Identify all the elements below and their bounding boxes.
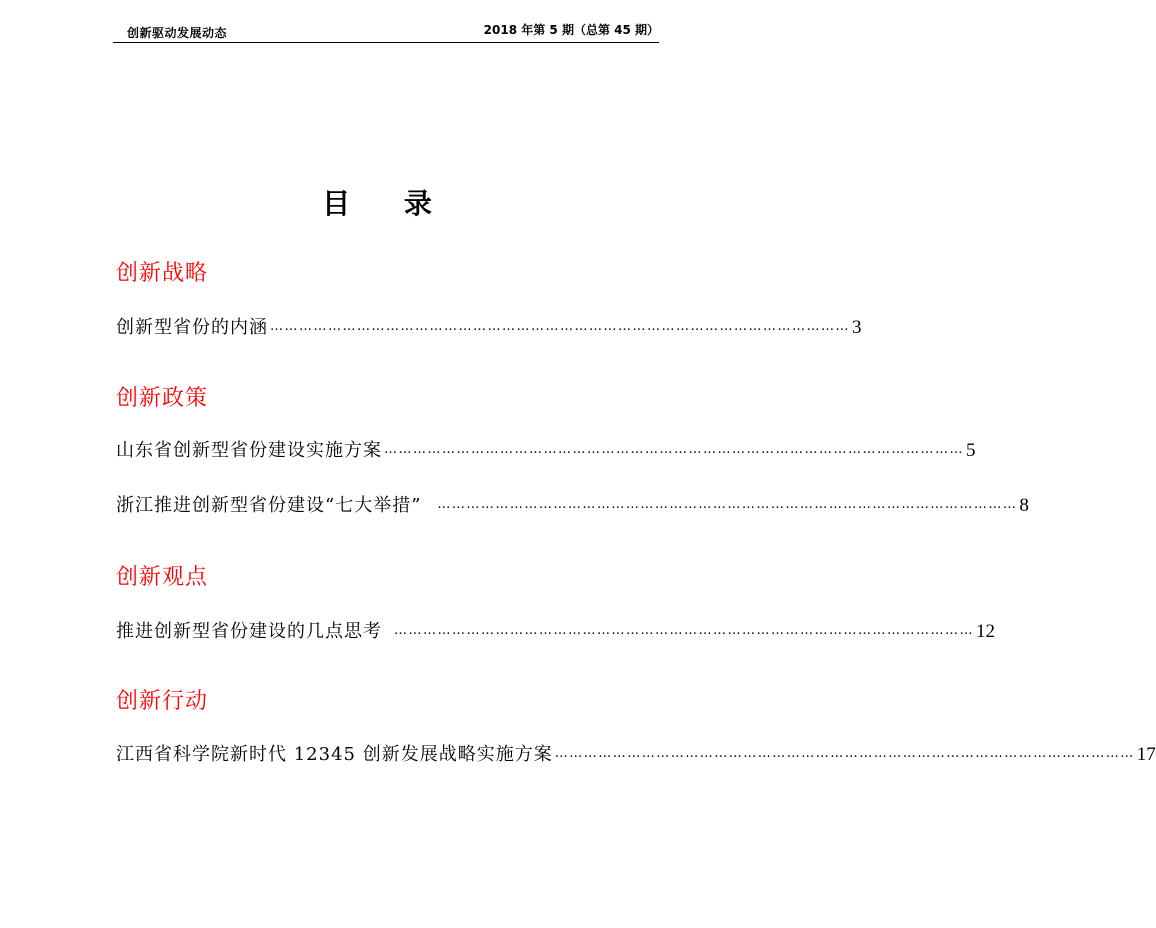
toc-entry[interactable] xyxy=(116,617,995,643)
toc-entry[interactable] xyxy=(116,491,1029,517)
toc-page-number: 3 xyxy=(852,317,862,338)
toc-title: 目 录 xyxy=(322,187,454,220)
toc-entry-title: 推进创新型省份建设的几点思考 xyxy=(116,621,382,642)
toc-entry-title: 江西省科学院新时代 12345 创新发展战略实施方案 xyxy=(116,744,553,765)
toc-leader-dots: ………………………………………………………………………………………………………… xyxy=(270,319,850,334)
publication-name: 创新驱动发展动态 xyxy=(127,26,228,40)
toc-entry[interactable] xyxy=(116,436,976,462)
toc-entry[interactable] xyxy=(116,740,1156,766)
toc-leader-dots: ………………………………………………………………………………………………………… xyxy=(554,746,1135,761)
toc-leader-dots: ………………………………………………………………………………………………………… xyxy=(394,623,974,638)
toc-entry-title: 创新型省份的内涵 xyxy=(116,317,268,338)
toc-leader-dots: ………………………………………………………………………………………………………… xyxy=(384,442,964,457)
issue-number: 2018 年第 5 期（总第 45 期） xyxy=(483,23,659,37)
toc-leader-dots: ………………………………………………………………………………………………………… xyxy=(437,497,1018,512)
section-heading-strategy: 创新战略 xyxy=(116,261,209,286)
toc-entry[interactable] xyxy=(116,313,862,339)
section-heading-viewpoints: 创新观点 xyxy=(116,565,209,590)
toc-page-number: 5 xyxy=(966,440,976,461)
section-heading-actions: 创新行动 xyxy=(116,689,209,714)
toc-entry-title: 浙江推进创新型省份建设“七大举措” xyxy=(116,495,422,516)
section-heading-policy: 创新政策 xyxy=(116,386,209,411)
toc-page-number: 12 xyxy=(976,621,995,642)
toc-entry-title: 山东省创新型省份建设实施方案 xyxy=(116,440,382,461)
page-header xyxy=(113,18,659,43)
toc-page-number: 8 xyxy=(1019,495,1029,516)
toc-page-number: 17 xyxy=(1136,744,1156,765)
